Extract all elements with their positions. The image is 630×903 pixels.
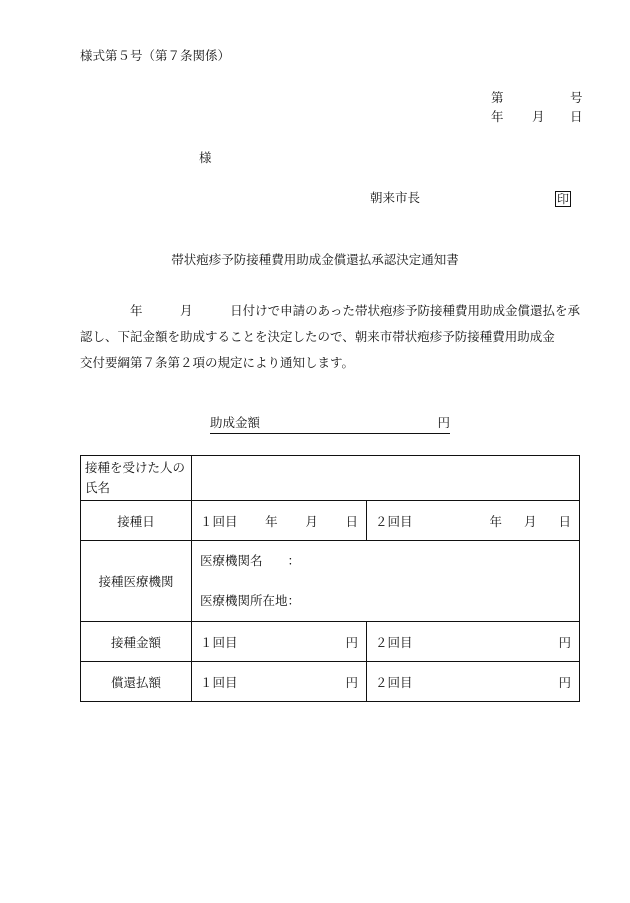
recipient-label: 接種を受けた人の氏名 bbox=[81, 456, 192, 501]
institution-name: 医療機関名 ： bbox=[200, 553, 301, 568]
date-year: 年 bbox=[491, 109, 504, 124]
detail-table bbox=[80, 455, 580, 702]
cost-first-label: １回目 bbox=[200, 634, 238, 650]
institution-address: 医療機関所在地： bbox=[200, 593, 301, 608]
body-line-3: 交付要綱第７条第２項の規定により通知します。 bbox=[80, 355, 355, 370]
body-line-1 bbox=[80, 298, 580, 324]
vaccination-date-label: 接種日 bbox=[81, 501, 192, 541]
cost-first bbox=[192, 622, 367, 662]
first-year: 年 bbox=[265, 513, 278, 529]
refund-label: 償還払額 bbox=[81, 662, 192, 702]
table-row-recipient bbox=[81, 456, 580, 501]
cost-label: 接種金額 bbox=[81, 622, 192, 662]
document-title: 帯状疱疹予防接種費用助成金償還払承認決定通知書 bbox=[171, 252, 459, 267]
refund-second-label: ２回目 bbox=[375, 674, 413, 690]
refund-first-yen: 円 bbox=[345, 674, 358, 690]
body-line1-rest: 日付けで申請のあった帯状疱疹予防接種費用助成金償還払を承 bbox=[230, 303, 580, 318]
first-label: １回目 bbox=[200, 513, 238, 529]
issuer-name: 朝来市長 bbox=[370, 190, 421, 205]
cost-second-yen: 円 bbox=[558, 634, 571, 650]
body-year: 年 bbox=[130, 303, 143, 318]
addressee-sama: 様 bbox=[199, 150, 212, 165]
table-row-cost bbox=[81, 622, 580, 662]
second-year: 年 bbox=[489, 513, 502, 529]
body-month: 月 bbox=[180, 303, 193, 318]
refund-second-yen: 円 bbox=[558, 674, 571, 690]
second-day: 日 bbox=[558, 513, 571, 529]
form-number: 様式第５号（第７条関係） bbox=[80, 48, 231, 63]
cost-second bbox=[367, 622, 580, 662]
refund-first bbox=[192, 662, 367, 702]
institution-label: 接種医療機関 bbox=[81, 541, 192, 622]
body-line-2: 認し、下記金額を助成することを決定したので、朝来市帯状疱疹予防接種費用助成金 bbox=[80, 329, 555, 344]
date-day: 日 bbox=[570, 109, 583, 124]
seal-mark: 印 bbox=[557, 192, 570, 206]
institution-value-cell bbox=[192, 541, 580, 622]
cost-second-label: ２回目 bbox=[375, 634, 413, 650]
second-month: 月 bbox=[523, 513, 537, 529]
table-row-institution bbox=[81, 541, 580, 622]
doc-number-go: 号 bbox=[570, 90, 583, 105]
body-paragraph bbox=[80, 298, 580, 376]
recipient-value-cell bbox=[192, 456, 580, 501]
refund-first-label: １回目 bbox=[200, 674, 238, 690]
cost-first-yen: 円 bbox=[345, 634, 358, 650]
vaccination-date-second bbox=[367, 501, 580, 541]
table-row-refund bbox=[81, 662, 580, 702]
vaccination-date-first bbox=[192, 501, 367, 541]
second-label: ２回目 bbox=[375, 513, 413, 529]
first-month: 月 bbox=[305, 513, 318, 529]
grant-amount-line bbox=[210, 417, 450, 434]
first-day: 日 bbox=[345, 513, 358, 529]
table-row-vaccination-date bbox=[81, 501, 580, 541]
grant-amount-unit: 円 bbox=[437, 415, 450, 430]
grant-amount-label: 助成金額 bbox=[210, 415, 261, 430]
refund-second bbox=[367, 662, 580, 702]
date-month: 月 bbox=[532, 109, 545, 124]
doc-number-dai: 第 bbox=[491, 90, 504, 105]
